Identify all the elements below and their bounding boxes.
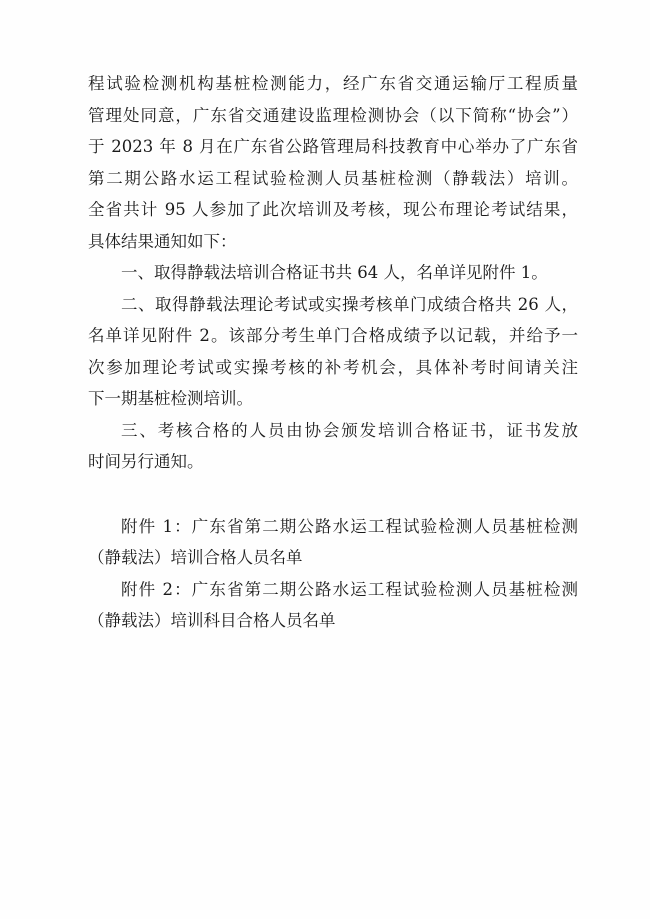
text-line: 第二期公路水运工程试验检测人员基桩检测（静载法）培训。 [88, 168, 578, 188]
text-line: 下一期基桩检测培训。 [88, 389, 253, 408]
text-line: 二、取得静载法理论考试或实操考核单门成绩合格共 26 人， [121, 294, 578, 314]
intro-paragraph [88, 68, 578, 257]
text-line: （静载法）培训合格人员名单 [88, 548, 303, 567]
text-line: 时间另行通知。 [88, 452, 204, 471]
attachment-2 [88, 574, 578, 637]
text-line: 具体结果通知如下： [88, 231, 237, 251]
text-line: 附件 1：广东省第二期公路水运工程试验检测人员基桩检测 [121, 516, 578, 536]
text-line: 全省共计 95 人参加了此次培训及考核，现公布理论考试结果， [88, 200, 578, 219]
item-1-paragraph [88, 257, 578, 289]
document-body [88, 68, 578, 637]
text-line: 名单详见附件 2。该部分考生单门合格成绩予以记载，并给予一 [88, 326, 578, 345]
attachment-1 [88, 511, 578, 574]
spacer [88, 478, 578, 511]
item-3-paragraph [88, 415, 578, 478]
text-line: 一、取得静载法培训合格证书共 64 人，名单详见附件 1。 [121, 263, 548, 282]
text-line: 程试验检测机构基桩检测能力，经广东省交通运输厅工程质量 [88, 74, 578, 93]
text-line: 于 2023 年 8 月在广东省公路管理局科技教育中心举办了广东省 [88, 137, 578, 156]
text-line: 次参加理论考试或实操考核的补考机会，具体补考时间请关注 [88, 357, 578, 377]
text-line: 三、考核合格的人员由协会颁发培训合格证书，证书发放 [121, 420, 578, 440]
item-2-paragraph [88, 289, 578, 415]
text-line: 管理处同意，广东省交通建设监理检测协会（以下简称“协会”） [88, 105, 578, 125]
text-line: 附件 2：广东省第二期公路水运工程试验检测人员基桩检测 [121, 579, 578, 599]
text-line: （静载法）培训科目合格人员名单 [88, 611, 336, 630]
